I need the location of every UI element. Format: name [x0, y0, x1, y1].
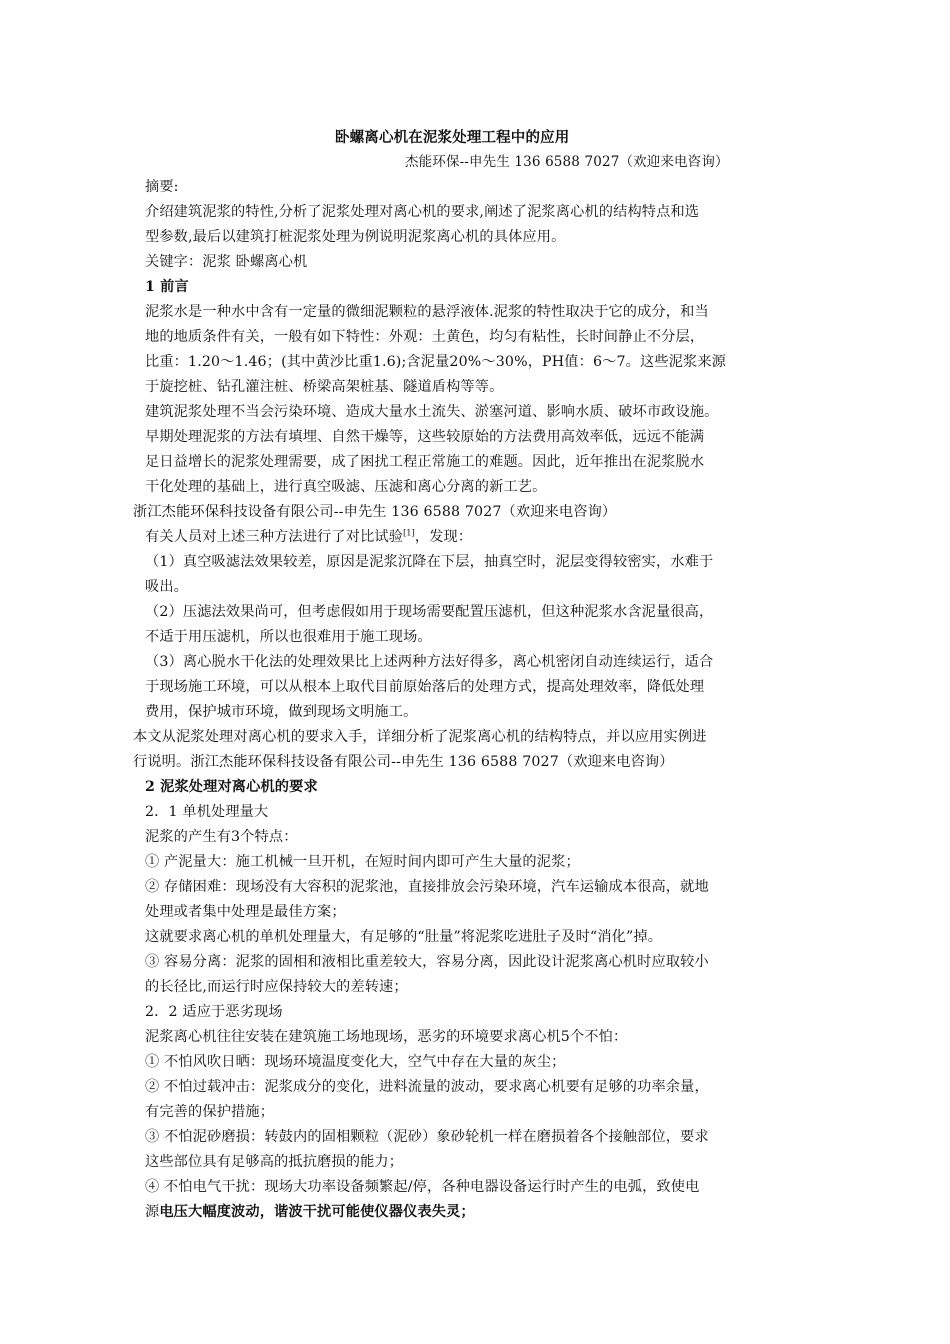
- paragraph-line: 泥浆的产生有3个特点：: [145, 829, 298, 845]
- paragraph-line: 地的地质条件有关，一般有如下特性：外观：土黄色，均匀有粘性，长时间静止不分层，: [145, 329, 705, 345]
- list-item: ② 存储困难：现场没有大容积的泥浆池，直接排放会污染环境，汽车运输成本很高，就地: [145, 879, 709, 895]
- list-item: ② 不怕过载冲击：泥浆成分的变化，进料流量的波动，要求离心机要有足够的功率余量，: [145, 1079, 709, 1095]
- list-item: [145, 1202, 475, 1222]
- section-heading: 1 前言: [145, 279, 189, 295]
- abstract-label: 摘要:: [145, 179, 179, 195]
- paragraph-line: 干化处理的基础上，进行真空吸滤、压滤和离心分离的新工艺。: [145, 479, 547, 495]
- list-item: ① 产泥量大：施工机械一旦开机，在短时间内即可产生大量的泥浆；: [145, 854, 580, 870]
- paragraph-line: 足日益增长的泥浆处理需要，成了困扰工程正常施工的难题。因此，近年推出在泥浆脱水: [145, 454, 705, 470]
- list-item: 处理或者集中处理是最佳方案；: [145, 904, 346, 920]
- list-item: 这些部位具有足够高的抵抗磨损的能力；: [145, 1154, 404, 1170]
- subsection-heading: 2．1 单机处理量大: [145, 804, 269, 820]
- paragraph-line: 于旋挖桩、钻孔灌注桩、桥梁高架桩基、隧道盾构等等。: [145, 379, 504, 395]
- paragraph-line: 比重：1.20～1.46；(其中黄沙比重1.6);含泥量20%～30%，PH值：6～7。这些泥浆来源: [145, 354, 727, 370]
- paragraph-line: 泥浆离心机往往安装在建筑施工场地现场，恶劣的环境要求离心机5个不怕：: [145, 1029, 628, 1045]
- list-item: 有完善的保护措施；: [145, 1104, 275, 1120]
- method-line: 于现场施工环境，可以从根本上取代目前原始落后的处理方式，提高处理效率，降低处理: [145, 679, 705, 695]
- doc-title: 卧螺离心机在泥浆处理工程中的应用: [335, 129, 570, 146]
- paragraph-line: 本文从泥浆处理对离心机的要求入手，详细分析了泥浆离心机的结构特点，并以应用实例进: [133, 729, 707, 745]
- paragraph-text: ，发现：: [414, 529, 473, 545]
- paragraph-line: 行说明。浙江杰能环保科技设备有限公司--申先生 136 6588 7027（欢迎来电咨询）: [133, 754, 674, 770]
- method-line: （2）压滤法效果尚可，但考虑假如用于现场需要配置压滤机，但这种泥浆水含泥量很高，: [145, 604, 714, 620]
- list-text-bold: 电压大幅度波动，谐波干扰可能使仪器仪表失灵；: [159, 1204, 475, 1220]
- method-line: （3）离心脱水干化法的处理效果比上述两种方法好得多，离心机密闭自动连续运行，适合: [145, 654, 714, 670]
- keywords: 关键字：泥浆 卧螺离心机: [145, 254, 308, 270]
- abstract-line: 介绍建筑泥浆的特性,分析了泥浆处理对离心机的要求,阐述了泥浆离心机的结构特点和选: [145, 204, 700, 220]
- paragraph-line: 建筑泥浆处理不当会污染环境、造成大量水土流失、淤塞河道、影响水质、破坏市政设施。: [145, 404, 719, 420]
- subsection-heading: 2．2 适应于恶劣现场: [145, 1004, 283, 1020]
- method-line: 费用，保护城市环境，做到现场文明施工。: [145, 704, 418, 720]
- method-line: （1）真空吸滤法效果较差，原因是泥浆沉降在下层，抽真空时，泥层变得较密实，水难于: [145, 554, 714, 570]
- paragraph-line: 早期处理泥浆的方法有填埋、自然干燥等，这些较原始的方法费用高效率低，远远不能满: [145, 429, 705, 445]
- abstract-line: 型参数,最后以建筑打桩泥浆处理为例说明泥浆离心机的具体应用。: [145, 229, 566, 245]
- paragraph-line: [145, 527, 472, 547]
- list-text: 源: [145, 1204, 160, 1220]
- list-item: ① 不怕风吹日晒：现场环境温度变化大，空气中存在大量的灰尘；: [145, 1054, 566, 1070]
- company-contact: 浙江杰能环保科技设备有限公司--申先生 136 6588 7027（欢迎来电咨询）: [133, 504, 617, 520]
- paragraph-line: 泥浆水是一种水中含有一定量的微细泥颗粒的悬浮液体.泥浆的特性取决于它的成分，和当: [145, 304, 709, 320]
- list-item: ③ 不怕泥砂磨损：转鼓内的固相颗粒（泥砂）象砂轮机一样在磨损着各个接触部位，要求: [145, 1129, 709, 1145]
- list-item: ④ 不怕电气干扰：现场大功率设备频繁起/停，各种电器设备运行时产生的电弧，致使电: [145, 1179, 700, 1195]
- byline: 杰能环保--申先生 136 6588 7027（欢迎来电咨询）: [405, 154, 729, 170]
- paragraph-text: 有关人员对上述三种方法进行了对比试验: [145, 529, 404, 545]
- citation-ref: [1]: [403, 528, 415, 538]
- paragraph-line: 这就要求离心机的单机处理量大，有足够的“肚量”将泥浆吃进肚子及时“消化”掉。: [145, 929, 663, 945]
- list-item: ③ 容易分离：泥浆的固相和液相比重差较大，容易分离，因此设计泥浆离心机时应取较小: [145, 954, 709, 970]
- section-heading: 2 泥浆处理对离心机的要求: [145, 779, 318, 795]
- method-line: 吸出。: [145, 579, 189, 595]
- method-line: 不适于用压滤机，所以也很难用于施工现场。: [145, 629, 432, 645]
- list-item: 的长径比,而运行时应保持较大的差转速；: [145, 979, 408, 995]
